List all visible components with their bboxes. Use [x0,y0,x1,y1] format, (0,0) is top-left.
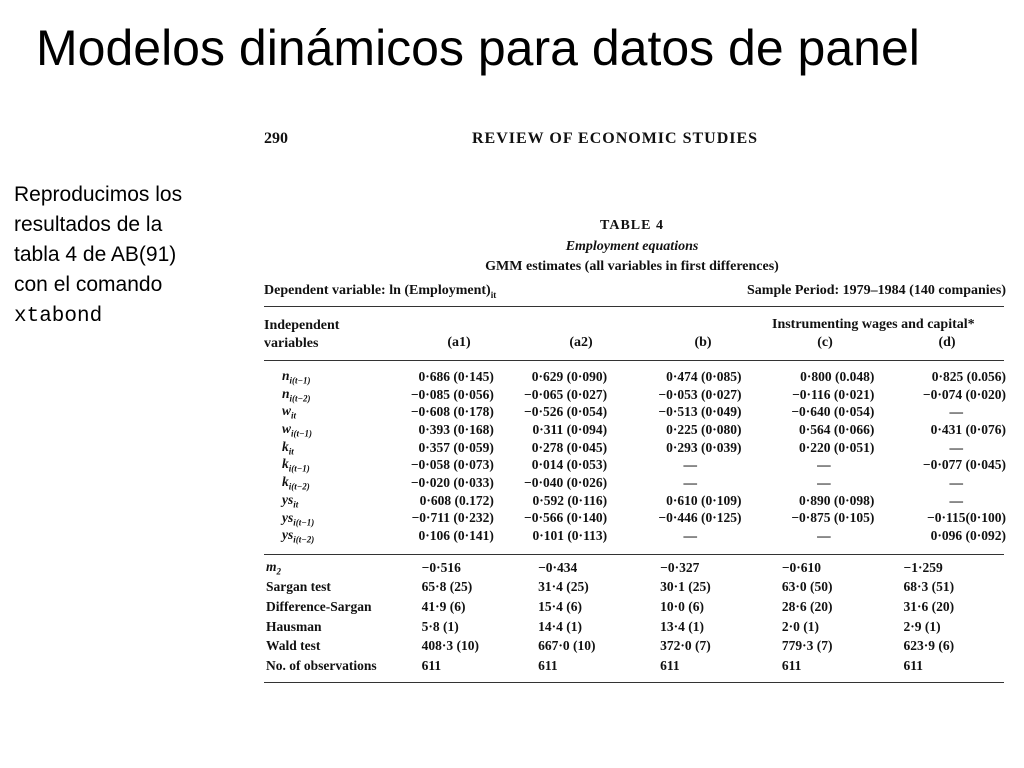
table-row [264,439,1010,457]
table-cell: −0·116 (0·021) [792,386,875,402]
rule-top [264,306,1004,307]
table-subtitle-2: GMM estimates (all variables in first differences) [485,259,779,274]
test-row [264,578,1010,598]
table-cell: −0·446 (0·125) [658,510,742,526]
test-cell: 41·9 (6) [421,598,466,614]
test-cell: 623·9 (6) [903,638,955,654]
table-cell: 0·431 (0·076) [930,421,1006,437]
table-cell: 0·610 (0·109) [666,492,742,508]
table-cell: −0·074 (0·020) [922,386,1006,402]
table-cell: 0·106 (0·141) [418,528,494,544]
table-cell: — [949,492,963,508]
variable-symbol: ys [282,509,294,525]
row-variable [264,439,385,457]
header-independent-variables [264,317,339,353]
test-label-text: Wald test [266,638,321,654]
table-cell: 0·293 (0·039) [666,439,742,455]
test-cell: 14·4 (1) [538,618,582,634]
table-subtitle: Employment equations [565,239,699,254]
table-cell: −0·040 (0·026) [524,474,608,490]
journal-name: REVIEW OF ECONOMIC STUDIES [472,130,759,147]
test-cell: 779·3 (7) [781,638,833,654]
table-row [264,492,1010,510]
rule-middle [264,554,1004,555]
test-cell: 28·6 (20) [781,598,833,614]
table-cell: −0·085 (0·056) [410,386,494,402]
coefficient-table [264,368,1010,545]
row-variable [264,368,385,386]
test-row [264,636,1010,656]
table-cell: −0·115(0·100) [927,510,1006,526]
side-text-body: Reproducimos los resultados de la tabla 4 de AB(91) con el comando [14,183,183,296]
table-cell: — [949,474,963,490]
variable-subscript: i(t−2) [293,534,315,545]
variable-subscript: it [293,499,299,510]
variable-subscript: i(t−1) [288,464,310,475]
variable-subscript: it [291,411,297,422]
table-row [264,386,1010,404]
sample-period: Sample Period: 1979–1984 (140 companies) [747,283,1006,298]
variable-symbol: ys [282,491,294,507]
test-cell: 63·0 (50) [781,579,833,595]
test-label-text: Difference-Sargan [266,598,372,614]
test-label-text: Sargan test [266,579,331,595]
table-cell: — [683,457,698,473]
table-cell: 0·686 (0·145) [418,368,494,384]
test-label [264,558,414,578]
test-label-text: m [266,558,277,574]
test-label [264,597,414,617]
test-cell: 611 [538,657,558,673]
test-cell: 5·8 (1) [421,618,459,634]
test-label [264,656,414,676]
table-row [264,403,1010,421]
table-cell: −0·566 (0·140) [524,510,608,526]
table-row [264,456,1010,474]
table-row [264,421,1010,439]
table-cell: 0·629 (0·090) [531,368,608,384]
test-cell: 31·4 (25) [538,579,589,595]
test-cell: 611 [781,657,802,673]
variable-symbol: ys [282,527,294,543]
test-cell: −0·434 [538,559,578,575]
row-variable [264,386,385,404]
table-cell: −0·020 (0·033) [410,474,494,490]
column-header-b: (b) [694,335,712,350]
table-cell: 0·096 (0·092) [930,528,1006,544]
row-variable [264,492,385,510]
table-cell: — [817,474,831,490]
test-cell: −0·516 [421,559,461,575]
header-instrumenting: Instrumenting wages and capital* [772,317,975,332]
test-cell: 13·4 (1) [660,618,705,634]
table-cell: — [817,457,831,473]
table-cell: 0·014 (0·053) [531,457,608,473]
table-cell: 0·311 (0·094) [532,421,608,437]
table-cell: −0·711 (0·232) [411,510,494,526]
test-cell: 2·0 (1) [781,618,819,634]
table-cell: 0·393 (0·168) [418,421,494,437]
test-cell: 2·9 (1) [903,618,941,634]
row-variable [264,527,385,545]
table-cell: −0·526 (0·054) [524,404,608,420]
page-number: 290 [264,130,288,147]
variable-subscript: i(t−1) [289,375,311,386]
table-cell: −0·065 (0·027) [524,386,608,402]
dependent-variable [264,283,496,300]
table-cell: — [683,528,698,544]
variable-subscript: i(t−2) [289,393,311,404]
test-label [264,636,414,656]
variable-symbol: k [282,474,289,490]
table-row [264,527,1010,545]
variable-symbol: n [282,385,290,401]
test-cell: −1·259 [903,559,943,575]
test-row [264,617,1010,637]
test-cell: 10·0 (6) [660,598,705,614]
test-row [264,558,1010,578]
table-cell: −0·875 (0·105) [791,510,875,526]
table-cell: — [949,439,963,455]
test-cell: −0·327 [660,559,700,575]
test-row [264,597,1010,617]
variable-subscript: it [288,446,294,457]
table-cell: −0·077 (0·045) [922,457,1006,473]
dependent-variable-text: Dependent variable: ln (Employment) [264,283,491,298]
header-independent: Independent [264,318,340,333]
test-cell: −0·610 [781,559,822,575]
table-cell: 0·220 (0·051) [799,439,875,455]
test-cell: 65·8 (25) [421,579,473,595]
slide-title: Modelos dinámicos para datos de panel [36,20,920,76]
table-cell: −0·053 (0·027) [658,386,742,402]
test-cell: 611 [421,657,442,673]
side-command: xtabond [14,305,103,328]
variable-symbol: n [282,368,290,383]
table-cell: 0·474 (0·085) [666,368,742,384]
column-header-a1: (a1) [447,335,471,350]
table-cell: — [949,404,963,420]
test-cell: 15·4 (6) [538,598,582,614]
row-variable [264,421,385,439]
row-variable [264,403,385,421]
table-cell: 0·608 (0.172) [419,492,494,508]
row-variable [264,474,385,492]
test-cell: 408·3 (10) [421,638,479,654]
row-variable [264,456,385,474]
table-cell: 0·278 (0·045) [531,439,608,455]
test-label-text: Hausman [266,618,322,634]
test-cell: 31·6 (20) [903,598,955,614]
paper-excerpt [262,122,1010,692]
table-row [264,510,1010,528]
variable-subscript: i(t−2) [288,481,310,492]
table-cell: −0·513 (0·049) [658,404,742,420]
side-text [14,180,204,332]
test-cell: 372·0 (7) [660,638,711,654]
test-label-subscript: 2 [276,566,282,577]
table-cell: 0·890 (0·098) [799,492,875,508]
variable-symbol: k [282,438,289,454]
table-cell: 0·225 (0·080) [666,421,742,437]
rule-header [264,360,1004,361]
table-cell: 0·800 (0.048) [800,368,875,384]
table-cell: 0·592 (0·116) [532,492,608,508]
table-cell: −0·640 (0·054) [791,404,875,420]
test-label-text: No. of observations [266,657,377,673]
table-label: TABLE 4 [600,218,664,233]
test-cell: 30·1 (25) [660,579,711,595]
table-cell: — [683,474,698,490]
header-variables: variables [264,336,319,351]
column-header-c: (c) [817,335,833,350]
column-header-d: (d) [938,335,956,350]
table-cell: −0·608 (0·178) [410,404,494,420]
variable-symbol: w [282,403,292,419]
table-cell: −0·058 (0·073) [410,457,494,473]
variable-subscript: i(t−1) [291,428,312,439]
variable-subscript: i(t−1) [293,517,315,528]
table-cell: 0·357 (0·059) [418,439,494,455]
column-header-a2: (a2) [569,335,593,350]
test-row [264,656,1010,676]
test-cell: 667·0 (10) [538,638,596,654]
variable-symbol: w [282,421,292,437]
dependent-variable-subscript: it [490,289,497,300]
table-row [264,368,1010,386]
test-label [264,617,414,637]
table-row [264,474,1010,492]
table-cell: — [817,528,831,544]
table-cell: 0·101 (0·113) [532,528,608,544]
test-cell: 611 [660,657,680,673]
table-cell: 0·825 (0.056) [931,368,1006,384]
variable-symbol: k [282,456,289,472]
test-cell: 611 [903,657,924,673]
row-variable [264,510,385,528]
rule-bottom [264,682,1004,683]
tests-table [264,558,1010,676]
table-cell: 0·564 (0·066) [799,421,875,437]
test-label [264,578,414,598]
test-cell: 68·3 (51) [903,579,955,595]
